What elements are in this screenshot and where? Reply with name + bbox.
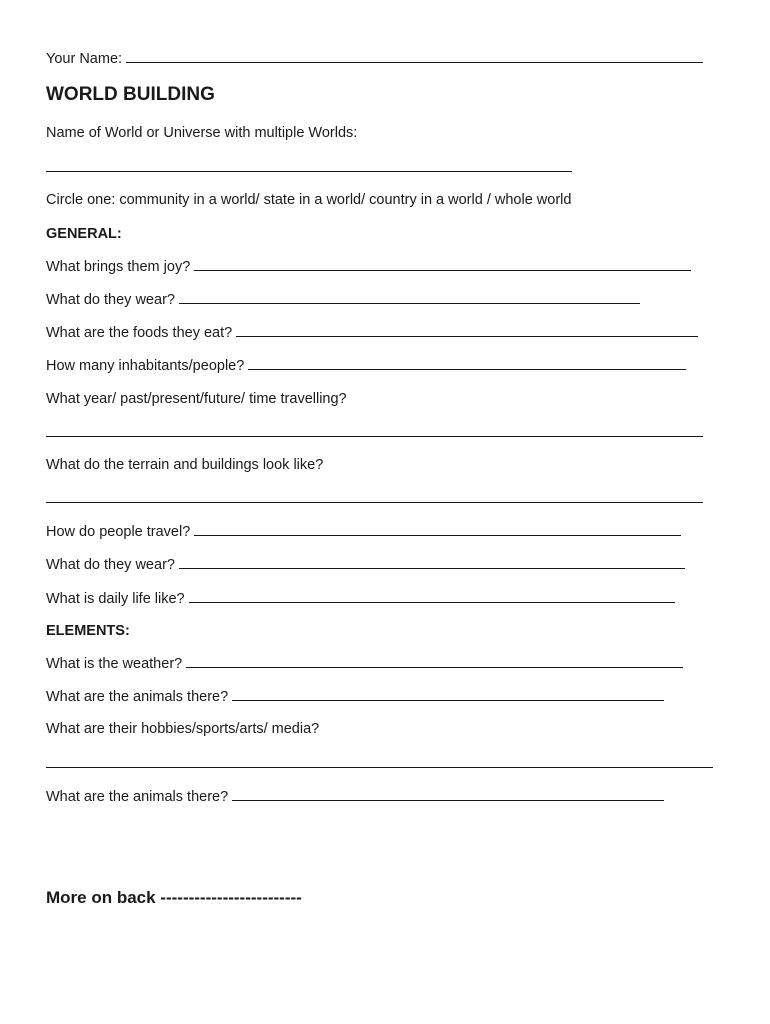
- question-daily-label: What is daily life like?: [46, 591, 185, 607]
- general-heading: GENERAL:: [46, 226, 122, 242]
- question-animals-2: [46, 787, 664, 806]
- question-joy-label: What brings them joy?: [46, 259, 191, 275]
- answer-terrain-blank[interactable]: [46, 489, 703, 503]
- more-on-back-note: More on back -------------------------: [46, 888, 302, 907]
- question-weather-label: What is the weather?: [46, 656, 183, 672]
- question-year-label: What year/ past/present/future/ time travelling?: [46, 391, 347, 407]
- question-joy: [46, 257, 691, 276]
- question-daily: [46, 589, 675, 608]
- question-weather: [46, 654, 683, 673]
- question-animals-1: [46, 687, 664, 706]
- answer-travel-blank[interactable]: [194, 522, 681, 536]
- answer-weather-blank[interactable]: [186, 654, 683, 668]
- elements-heading: ELEMENTS:: [46, 623, 130, 639]
- answer-year-blank[interactable]: [46, 423, 703, 437]
- question-inhabitants: [46, 356, 686, 375]
- question-travel: [46, 522, 681, 541]
- answer-foods-blank[interactable]: [236, 323, 698, 337]
- question-animals-1-label: What are the animals there?: [46, 689, 229, 705]
- question-travel-label: How do people travel?: [46, 524, 191, 540]
- question-wear-2-label: What do they wear?: [46, 557, 175, 573]
- question-terrain-row: [46, 489, 703, 508]
- page-title: WORLD BUILDING: [46, 84, 215, 105]
- answer-wear-1-blank[interactable]: [179, 290, 640, 304]
- answer-wear-2-blank[interactable]: [179, 555, 685, 569]
- question-inhabitants-label: How many inhabitants/people?: [46, 358, 245, 374]
- world-name-blank[interactable]: [46, 158, 572, 172]
- question-hobbies-row: [46, 754, 713, 773]
- question-foods-label: What are the foods they eat?: [46, 325, 233, 341]
- question-wear-1-label: What do they wear?: [46, 292, 175, 308]
- answer-inhabitants-blank[interactable]: [248, 356, 686, 370]
- your-name-label: Your Name:: [46, 51, 123, 67]
- question-wear-1: [46, 290, 640, 309]
- question-animals-2-label: What are the animals there?: [46, 789, 229, 805]
- question-terrain-label: What do the terrain and buildings look like?: [46, 457, 324, 473]
- question-year-row: [46, 423, 703, 442]
- question-hobbies-label: What are their hobbies/sports/arts/ media?: [46, 721, 320, 737]
- answer-daily-blank[interactable]: [189, 589, 675, 603]
- circle-one-text: Circle one: community in a world/ state in a world/ country in a world / whole world: [46, 192, 572, 208]
- answer-animals-1-blank[interactable]: [232, 687, 664, 701]
- world-name-row: [46, 158, 572, 177]
- question-foods: [46, 323, 698, 342]
- world-name-label: Name of World or Universe with multiple Worlds:: [46, 125, 358, 141]
- question-wear-2: [46, 555, 685, 574]
- answer-hobbies-blank[interactable]: [46, 754, 713, 768]
- your-name-blank[interactable]: [126, 49, 703, 63]
- answer-animals-2-blank[interactable]: [232, 787, 664, 801]
- answer-joy-blank[interactable]: [194, 257, 691, 271]
- your-name-row: [46, 49, 703, 68]
